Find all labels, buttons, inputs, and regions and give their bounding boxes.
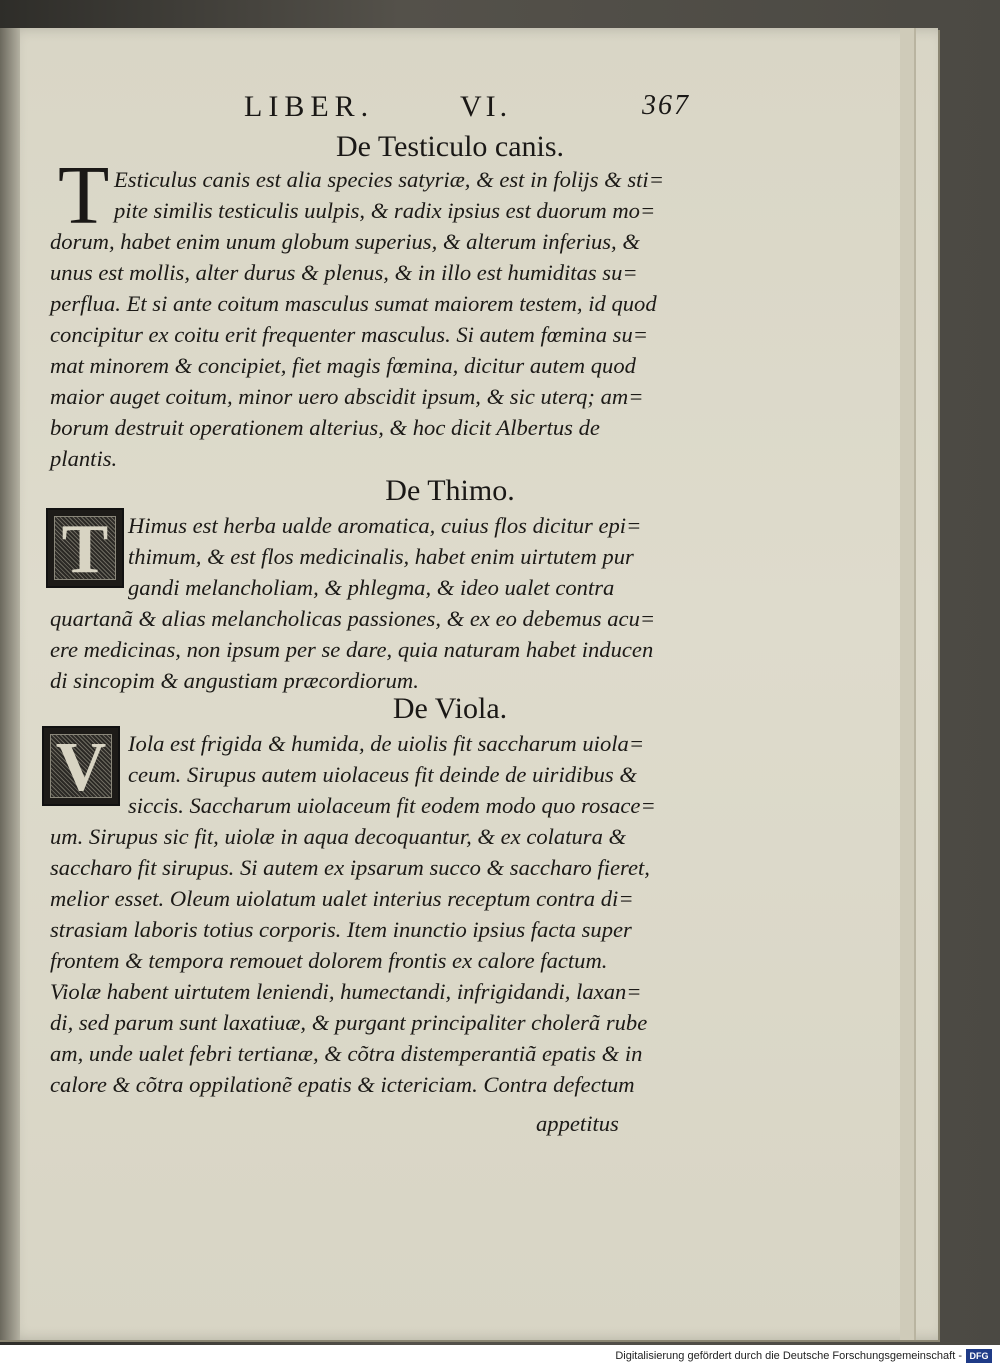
- text-line: quartanã & alias melancholicas passiones, & ex eo debemus acu=: [50, 606, 656, 631]
- dropcap-letter: T: [58, 149, 110, 242]
- text-line: um. Sirupus sic fit, uiolæ in aqua decoquantur, & ex colatura &: [50, 824, 627, 849]
- text-line: maior auget coitum, minor uero abscidit ipsum, & sic uterq; am=: [50, 384, 644, 409]
- text-line: Iola est frigida & humida, de uiolis fit saccharum uiola=: [128, 731, 645, 756]
- text-line: di, sed parum sunt laxatiuæ, & purgant principaliter cholerã rube: [50, 1010, 648, 1035]
- section-text-testiculo: [50, 149, 664, 474]
- text-line: am, unde ualet febri tertianæ, & cõtra distemperantiã epatis & in: [50, 1041, 643, 1066]
- text-line: dorum, habet enim unum globum superius, & alterum inferius, &: [50, 229, 640, 254]
- text-line: borum destruit operationem alterius, & hoc dicit Albertus de: [50, 415, 600, 440]
- section-heading-thimo: De Thimo.: [385, 474, 515, 507]
- text-line: saccharo fit sirupus. Si autem ex ipsarum succo & saccharo fieret,: [50, 855, 650, 880]
- page-gutter: [0, 28, 20, 1340]
- text-line: pite similis testiculis uulpis, & radix ipsius est duorum mo=: [114, 198, 656, 223]
- text-line: mat minorem & concipiet, fiet magis fœmina, dicitur autem quod: [50, 353, 636, 378]
- digitization-credit: Digitalisierung gefördert durch die Deutsche Forschungsgemeinschaft -: [615, 1350, 962, 1362]
- text-line: siccis. Saccharum uiolaceum fit eodem modo quo rosace=: [128, 793, 656, 818]
- text-line: di sincopim & angustiam præcordiorum.: [50, 668, 419, 693]
- text-line: ceum. Sirupus autem uiolaceus fit deinde de uiridibus &: [128, 762, 637, 787]
- section-text-viola: [50, 728, 656, 1100]
- catchword: [536, 1108, 656, 1139]
- text-line: Violæ habent uirtutem leniendi, humectandi, infrigidandi, laxan=: [50, 979, 642, 1004]
- section-text-thimo: [50, 510, 656, 696]
- text-line: ere medicinas, non ipsum per se dare, quia naturam habet inducen: [50, 637, 654, 662]
- text-line: strasiam laboris totius corporis. Item inunctio ipsius facta super: [50, 917, 632, 942]
- page-number: 367: [642, 90, 690, 121]
- text-line: concipitur ex coitu erit frequenter masculus. Si autem fœmina su=: [50, 322, 648, 347]
- text-line: perflua. Et si ante coitum masculus sumat maiorem testem, id quod: [50, 291, 657, 316]
- catchword-text: appetitus: [536, 1111, 619, 1136]
- text-line: frontem & tempora remouet dolorem frontis ex calore factum.: [50, 948, 608, 973]
- dfg-logo: DFG: [966, 1349, 992, 1363]
- text-line: calore & cõtra oppilationẽ epatis & ictericiam. Contra defectum: [50, 1072, 635, 1097]
- section-heading-testiculo: De Testiculo canis.: [335, 130, 565, 163]
- header-liber: LIBER.: [244, 90, 375, 123]
- header-book-number: VI.: [460, 90, 512, 123]
- text-line: plantis.: [50, 446, 118, 471]
- running-header: [0, 90, 1000, 130]
- text-line: unus est mollis, alter durus & plenus, & in illo est humiditas su=: [50, 260, 638, 285]
- text-line: melior esset. Oleum uiolatum ualet interius receptum contra di=: [50, 886, 634, 911]
- woodcut-letter: V: [55, 729, 107, 806]
- woodcut-letter: T: [61, 511, 109, 588]
- section-heading-viola: De Viola.: [392, 692, 508, 725]
- text-line: Himus est herba ualde aromatica, cuius flos dicitur epi=: [128, 513, 642, 538]
- text-line: gandi melancholiam, & phlegma, & ideo ualet contra: [128, 575, 615, 600]
- text-line: thimum, & est flos medicinalis, habet enim uirtutem pur: [128, 544, 634, 569]
- text-line: Esticulus canis est alia species satyriæ, & est in folijs & sti=: [114, 167, 664, 192]
- page-edge: [900, 28, 916, 1340]
